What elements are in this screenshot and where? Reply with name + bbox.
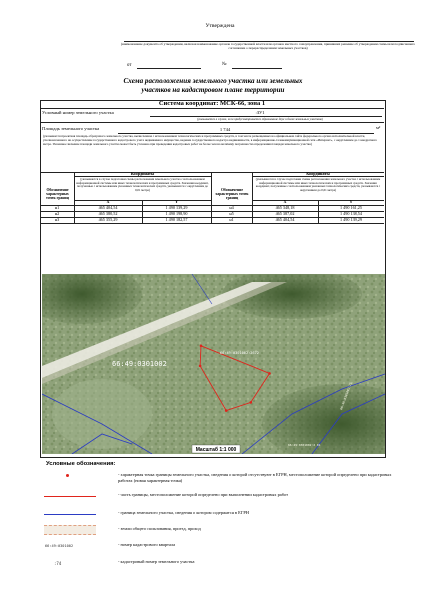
table-header-note: (указываются в случае подготовки схемы расположения земельного участка с использованием информационной системы или иных технологических и программных средств. Значения координат, полученные с использованием указанных технологических средств, указываются с округлением до 0,01 метра) (76, 178, 209, 192)
legend-text: - кадастровый номер земельного участка (118, 559, 195, 564)
table-header-x: X (283, 200, 287, 204)
area-value: 1 744 (219, 127, 231, 132)
table-cell: 1 490 198,90 (165, 212, 188, 216)
from-label: от (127, 63, 132, 68)
area-label: Площадь земельного участка (42, 126, 100, 131)
legend-text: - номер кадастрового квартала (118, 542, 176, 547)
date-line (137, 68, 201, 69)
scheme-title-2: участков на кадастровом плане территории (141, 86, 285, 94)
parcel-point (249, 401, 252, 404)
approved-label: Утверждена (205, 23, 235, 29)
table-cell: 1 490 182,57 (165, 218, 188, 222)
table-cell: н4 (229, 206, 234, 210)
table-cell: н2 (54, 212, 60, 216)
parcel-point (225, 409, 228, 412)
cond-number-value: :ЗУ1 (255, 110, 265, 115)
divider (40, 122, 384, 123)
divider (40, 108, 384, 109)
table-cell: 465 404,54 (275, 218, 295, 222)
area-hint: (указывается проектная площадь образуемого земельного участка, вычисленная с использованием технологических и программных средств, в том числе размещенных на официальном сайте федерального органа исполнительной власти, уполномоченного на осуществление государственного кадастрового учета недвижимого имущества, ведение государственного кадастра недвижимости, в информационно-телекоммуникационной сети «Интернет», с округлением до 1 квадратного метра. Указанное значение площади земельного участка может быть уточнено при проведении кадастровых работ не более чем на величину погрешности определения площади земельного участка) (43, 134, 378, 146)
scale-label: Масштаб 1:1 000 (195, 447, 237, 453)
table-cell: 465 355,29 (98, 218, 118, 222)
cond-number-hint: (указывается в случае, если предусматривается образование двух и более земельных участков) (197, 117, 323, 121)
table-cell: 1 490 138,54 (340, 212, 362, 216)
blue-line-icon (44, 514, 96, 515)
quarter-label: 66:49:0301002 (112, 360, 167, 368)
parcel-point (199, 365, 202, 368)
table-header-y: Y (174, 200, 179, 204)
parcel-point (268, 372, 271, 375)
table-header-coords: Координаты (306, 172, 330, 176)
side-label: 66:49:0301002:15 (339, 381, 353, 411)
table-cell: н1 (229, 218, 234, 222)
side-label: 66:49:0301002:2 01 (288, 443, 321, 447)
approval-doc-note: (наименование документа об утверждении, включая наименование органов государственной власти или органов местного самоуправления, принявших решение об утверждении схемы или подписавшего соглашение о перераспределении земельных участков) (120, 42, 416, 51)
quarter-number-icon: 66:49:0301002 (45, 544, 74, 548)
legend-text: - часть границы, местоположение которой определено при выполнении кадастровых работ (118, 492, 289, 497)
cond-number-label: Условный номер земельного участка (42, 110, 114, 115)
table-cell: 1 490 161,25 (340, 206, 362, 210)
legend-title: Условные обозначения: (46, 461, 116, 467)
dashed-zone-icon (44, 525, 96, 535)
table-cell: 1 490 139,29 (165, 206, 188, 210)
legend-text: - характерная точка границы земельного участка, сведения о которой отсутствуют в ЕГРН, местоположение которой определено при кадастровых работах (новая характерная точка) (118, 472, 392, 483)
table-header-note: (указываются в случае подготовки схемы расположения земельного участка с использованием информационной системы или иных технологических и программных средств. Значения координат, полученные с использованием указанных технологических средств, указываются с округлением до 0,01 метра) (255, 178, 381, 192)
table-cell: н1 (54, 206, 60, 210)
table-cell: 465 387,02 (275, 212, 295, 216)
table-cell: 465 348,18 (275, 206, 295, 210)
table-header-x: X (106, 200, 110, 204)
table-cell: 465 404,54 (98, 206, 118, 210)
table-header-points: Обозначение характерных точек границ (46, 188, 69, 201)
scheme-title-1: Схема расположения земельного участка или земельных (123, 77, 303, 85)
legend-text: - земли общего пользования, проезд, проход (118, 526, 201, 531)
table-header-y: Y (349, 200, 353, 204)
area-unit: м² (376, 125, 381, 130)
table-cell: н5 (229, 212, 234, 216)
point-icon (66, 474, 69, 477)
parcel-number-icon: :74 (54, 561, 62, 566)
number-label: № (222, 62, 227, 67)
table-cell: 465 380,52 (98, 212, 118, 216)
parcel-point (200, 344, 203, 347)
red-line-icon (44, 496, 96, 497)
cadastral-map[interactable] (42, 274, 385, 454)
parcel-label: 66:49:0301002:2672 (220, 351, 259, 355)
coord-system: Система координат: МСК-66, зона 1 (158, 100, 266, 107)
legend-text: - граница земельного участка, сведения о котором содержатся в ЕГРН (118, 510, 249, 515)
table-cell: 1 490 139,29 (340, 218, 362, 222)
table-header-coords: Координаты (130, 172, 155, 176)
table-cell: н3 (54, 218, 60, 222)
table-header-points: Обозначение характерных точек границ (215, 188, 249, 201)
tree-cluster (52, 379, 152, 449)
number-line (232, 68, 282, 69)
